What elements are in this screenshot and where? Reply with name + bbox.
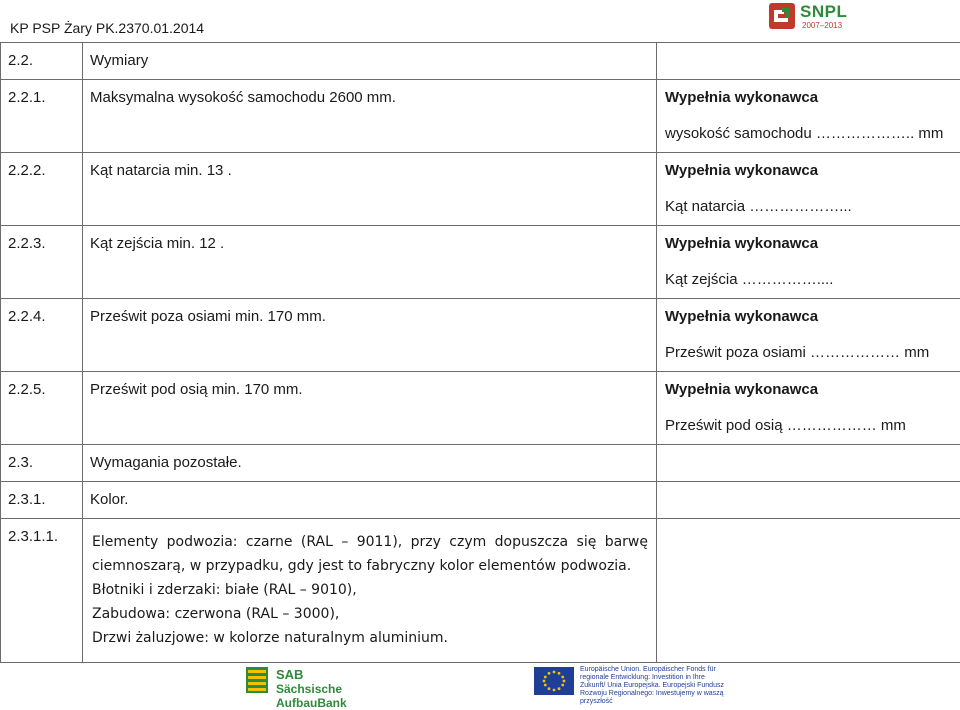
chassis-color-line: Elementy podwozia: czarne (RAL – 9011), przy czym dopuszcza się barwę ciemnoszarą, w przypadku, gdy jest to fabryczny kolor elementów podwozia.: [92, 530, 648, 578]
row-description-cell: Wymiary: [83, 43, 657, 80]
footer-logos: [0, 665, 960, 701]
eu-logo: [534, 667, 724, 697]
row-number-cell: 2.2.3.: [1, 226, 83, 299]
specification-table: [0, 42, 960, 663]
table-row: [1, 482, 960, 519]
fill-label: Wypełnia wykonawca: [657, 80, 960, 116]
row-fill-cell: [657, 372, 960, 445]
row-description-cell: Kolor.: [83, 482, 657, 519]
shutter-doors-color-line: Drzwi żaluzjowe: w kolorze naturalnym aluminium.: [92, 626, 648, 650]
table-row: [1, 299, 960, 372]
row-number-cell: 2.2.2.: [1, 153, 83, 226]
row-description-cell: Maksymalna wysokość samochodu 2600 mm.: [83, 80, 657, 153]
table-row: [1, 372, 960, 445]
row-fill-cell: [657, 445, 960, 482]
row-number-cell: 2.3.: [1, 445, 83, 482]
row-number-cell: 2.3.1.1.: [1, 519, 83, 663]
sab-logo: [246, 667, 414, 697]
row-number-cell: 2.2.: [1, 43, 83, 80]
row-description-cell: [83, 519, 657, 663]
snpl-logo: [768, 2, 854, 30]
snpl-mark-icon: [768, 2, 796, 30]
row-number-cell: 2.2.5.: [1, 372, 83, 445]
row-fill-cell: [657, 226, 960, 299]
row-number-cell: 2.2.4.: [1, 299, 83, 372]
body-color-line: Zabudowa: czerwona (RAL – 3000),: [92, 602, 648, 626]
fill-field[interactable]: Kąt natarcia ………………...: [657, 189, 960, 225]
fill-field[interactable]: Kąt zejścia ……………....: [657, 262, 960, 298]
sab-logo-title: SAB: [276, 667, 303, 682]
color-requirements-text: [83, 519, 656, 662]
eu-flag-icon: [534, 667, 574, 695]
row-number-cell: 2.3.1.: [1, 482, 83, 519]
row-description-cell: Kąt zejścia min. 12 .: [83, 226, 657, 299]
row-fill-cell: [657, 482, 960, 519]
row-description-cell: Prześwit pod osią min. 170 mm.: [83, 372, 657, 445]
table-row: [1, 519, 960, 663]
row-description-cell: Kąt natarcia min. 13 .: [83, 153, 657, 226]
row-fill-cell: [657, 299, 960, 372]
row-number-cell: 2.2.1.: [1, 80, 83, 153]
table-row: [1, 445, 960, 482]
row-description-cell: Prześwit poza osiami min. 170 mm.: [83, 299, 657, 372]
snpl-logo-years: 2007–2013: [802, 21, 842, 30]
fill-label: Wypełnia wykonawca: [657, 372, 960, 408]
eu-funding-text: Europäische Union. Europäischer Fonds für regionale Entwicklung: Investition in Ihre Zukunft/ Unia Europejska. Europejski Fundusz Rozwoju Regionalnego: Inwestujemy w waszą przyszłość: [580, 666, 730, 706]
fill-field[interactable]: wysokość samochodu ……………….. mm: [657, 116, 960, 152]
table-row: [1, 153, 960, 226]
saxony-coat-of-arms-icon: [246, 667, 268, 693]
fill-label: Wypełnia wykonawca: [657, 226, 960, 262]
row-fill-cell: [657, 43, 960, 80]
table-row: [1, 43, 960, 80]
table-row: [1, 80, 960, 153]
sab-logo-subtitle: Sächsische AufbauBank: [276, 682, 414, 710]
document-reference: KP PSP Żary PK.2370.01.2014: [10, 20, 204, 36]
row-fill-cell: [657, 153, 960, 226]
row-fill-cell: [657, 80, 960, 153]
snpl-logo-text: SNPL: [800, 2, 847, 22]
row-description-cell: Wymagania pozostałe.: [83, 445, 657, 482]
fill-label: Wypełnia wykonawca: [657, 299, 960, 335]
fill-field[interactable]: Prześwit pod osią ……………… mm: [657, 408, 960, 444]
row-fill-cell: [657, 519, 960, 663]
table-row: [1, 226, 960, 299]
fenders-color-line: Błotniki i zderzaki: białe (RAL – 9010),: [92, 578, 648, 602]
fill-field[interactable]: Prześwit poza osiami ……………… mm: [657, 335, 960, 371]
fill-label: Wypełnia wykonawca: [657, 153, 960, 189]
